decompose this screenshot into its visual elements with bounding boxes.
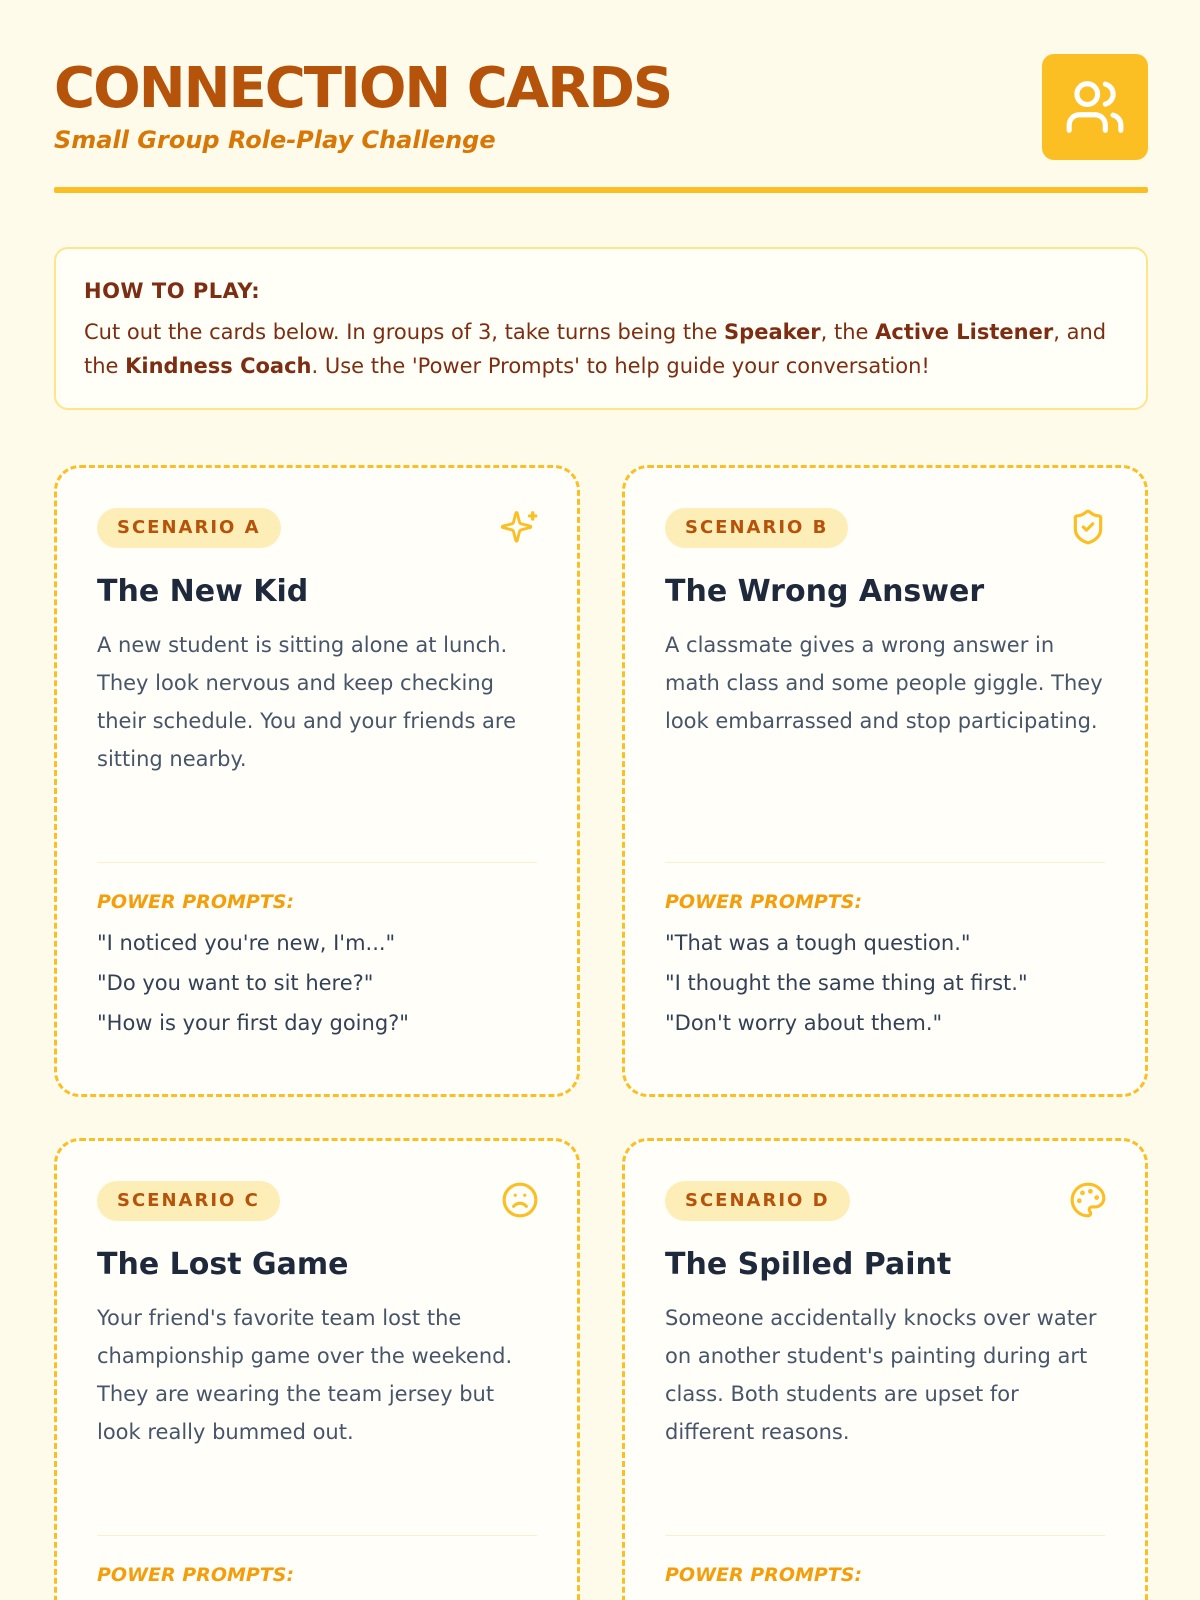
card-divider	[97, 862, 537, 863]
instructions-box	[54, 247, 1148, 410]
palette-icon	[1069, 1181, 1107, 1219]
power-prompt: "I thought the same thing at first."	[665, 971, 1028, 995]
scenario-title: The Lost Game	[97, 1247, 349, 1282]
scenario-title: The Wrong Answer	[665, 574, 985, 609]
card-divider	[665, 862, 1105, 863]
power-prompt: "How is your first day going?"	[97, 1011, 409, 1035]
users-icon	[1064, 76, 1126, 138]
scenario-title: The New Kid	[97, 574, 309, 609]
header-divider	[54, 187, 1148, 193]
power-prompts-label: POWER PROMPTS:	[97, 891, 295, 913]
power-prompt: "Do you want to sit here?"	[97, 971, 374, 995]
scenario-card-b	[622, 465, 1148, 1097]
power-prompts-label: POWER PROMPTS:	[665, 891, 863, 913]
page-subtitle: Small Group Role-Play Challenge	[54, 126, 496, 154]
scenario-description: A new student is sitting alone at lunch. They look nervous and keep checking their schedule. You and your friends are sitting nearby.	[97, 633, 517, 771]
power-prompt: "That was a tough question."	[665, 931, 971, 955]
scenario-card-d	[622, 1138, 1148, 1600]
shield-check-icon	[1069, 508, 1107, 546]
instructions-text-part: . Use the 'Power Prompts' to help guide your conversation!	[311, 354, 930, 378]
scenario-tag: SCENARIO C	[97, 1181, 280, 1221]
scenario-card-a	[54, 465, 580, 1097]
scenario-tag: SCENARIO D	[665, 1181, 850, 1221]
frown-icon	[501, 1181, 539, 1219]
instructions-title: HOW TO PLAY:	[84, 279, 261, 303]
scenario-card-c	[54, 1138, 580, 1600]
scenario-description: A classmate gives a wrong answer in math class and some people giggle. They look embarrassed and stop participating.	[665, 633, 1103, 733]
power-prompts-label: POWER PROMPTS:	[665, 1564, 863, 1586]
role-speaker: Speaker	[724, 320, 821, 344]
logo-badge	[1042, 54, 1148, 160]
scenario-tag: SCENARIO A	[97, 508, 281, 548]
sparkles-icon	[501, 508, 539, 546]
scenario-description: Your friend's favorite team lost the championship game over the weekend. They are wearing the team jersey but look really bummed out.	[97, 1306, 513, 1444]
card-divider	[97, 1535, 537, 1536]
scenario-title: The Spilled Paint	[665, 1247, 952, 1282]
power-prompts-label: POWER PROMPTS:	[97, 1564, 295, 1586]
header	[54, 0, 1148, 194]
card-divider	[665, 1535, 1105, 1536]
instructions-text-part: , and the	[84, 320, 1107, 378]
role-kindness-coach: Kindness Coach	[125, 354, 312, 378]
power-prompt: "Don't worry about them."	[665, 1011, 943, 1035]
power-prompts-list	[97, 923, 537, 1043]
scenario-tag: SCENARIO B	[665, 508, 848, 548]
power-prompt: "I noticed you're new, I'm..."	[97, 931, 396, 955]
scenario-description: Someone accidentally knocks over water on another student's painting during art class. Both students are upset for different reasons.	[665, 1306, 1097, 1444]
role-active-listener: Active Listener	[875, 320, 1054, 344]
page-title: CONNECTION CARDS	[54, 56, 672, 121]
worksheet-page	[54, 0, 1148, 1586]
power-prompts-list	[665, 923, 1105, 1043]
instructions-text	[84, 315, 1118, 383]
instructions-text-part: Cut out the cards below. In groups of 3, take turns being the	[84, 320, 725, 344]
instructions-text-part: , the	[820, 320, 876, 344]
